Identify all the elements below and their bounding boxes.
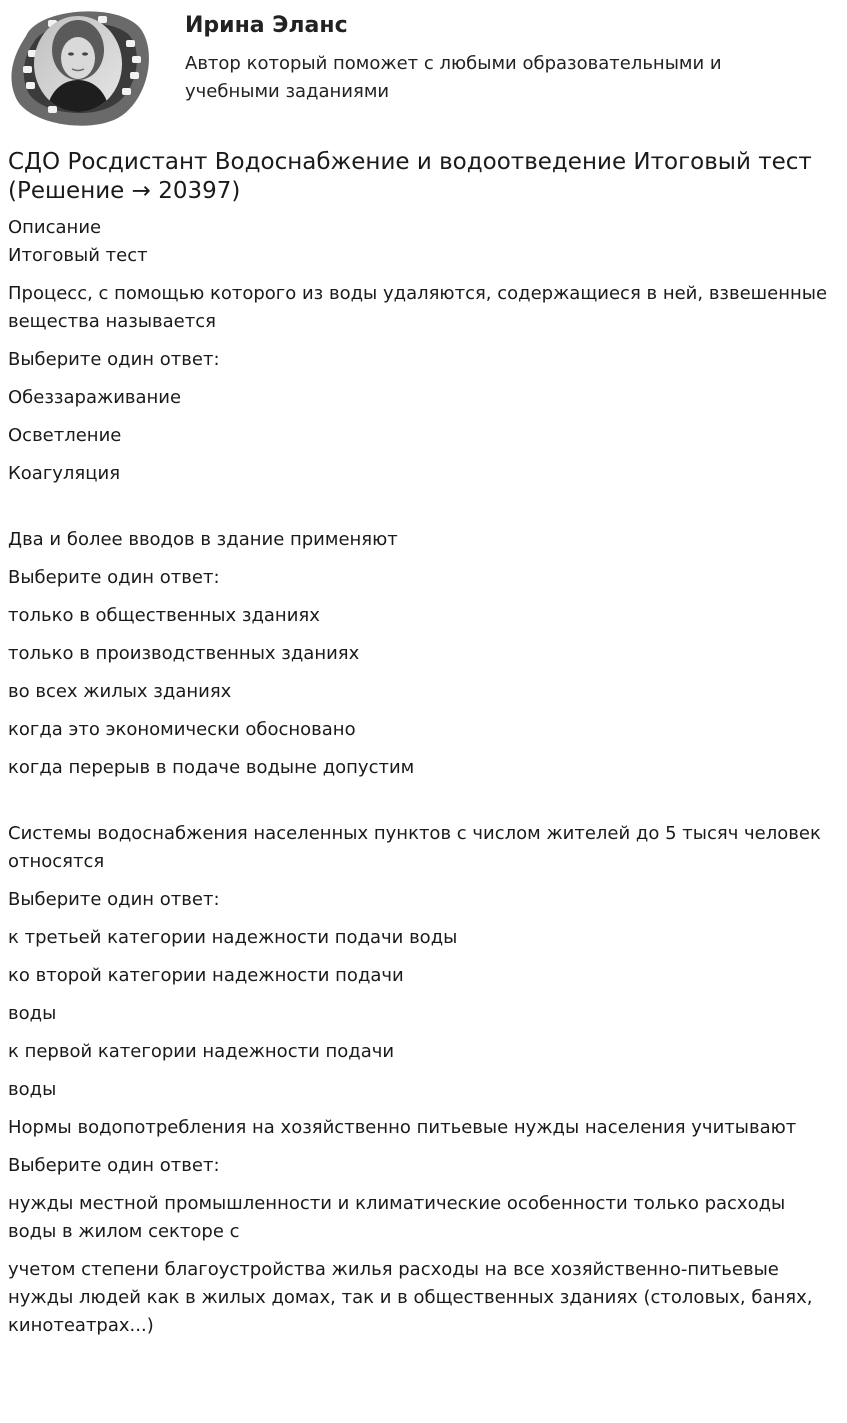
question-block xyxy=(8,280,838,488)
question-text: Системы водоснабжения населенных пунктов с числом жителей до 5 тысяч человек относятся xyxy=(8,823,821,872)
question-prompt: Выберите один ответ: xyxy=(8,349,220,370)
description-label: Описание xyxy=(8,217,102,238)
answer-option: воды xyxy=(8,1003,57,1024)
question-prompt: Выберите один ответ: xyxy=(8,889,220,910)
answer-option: когда перерыв в подаче водыне допустим xyxy=(8,757,415,778)
answer-option: ко второй категории надежности подачи xyxy=(8,965,404,986)
answer-option: только в производственных зданиях xyxy=(8,643,360,664)
author-name[interactable]: Ирина Эланс xyxy=(185,13,348,38)
avatar[interactable] xyxy=(8,6,150,126)
question-prompt: Выберите один ответ: xyxy=(8,1155,220,1176)
question-block xyxy=(8,526,838,782)
question-block xyxy=(8,1114,838,1340)
author-description: Автор который поможет с любыми образовательными и учебными заданиями xyxy=(185,53,722,102)
document-subtitle: Итоговый тест xyxy=(8,245,148,266)
film-strip-portrait-icon xyxy=(8,6,150,126)
document-content xyxy=(8,148,838,1340)
answer-option: когда это экономически обосновано xyxy=(8,719,356,740)
answer-option: Обеззараживание xyxy=(8,387,182,408)
question-text: Нормы водопотребления на хозяйственно питьевые нужды населения учитывают xyxy=(8,1117,797,1138)
question-block xyxy=(8,820,838,1104)
answer-option: воды xyxy=(8,1079,57,1100)
answer-option: учетом степени благоустройства жилья расходы на все хозяйственно-питьевые нужды людей как в жилых домах, так и в общественных зданиях (столовых, банях, кинотеатрах...) xyxy=(8,1259,813,1336)
answer-option: Коагуляция xyxy=(8,463,121,484)
answer-option: только в общественных зданиях xyxy=(8,605,320,626)
answer-option: Осветление xyxy=(8,425,122,446)
page-title: СДО Росдистант Водоснабжение и водоотведение Итоговый тест (Решение → 20397) xyxy=(8,149,812,204)
question-text: Два и более вводов в здание применяют xyxy=(8,529,398,550)
answer-option: нужды местной промышленности и климатические особенности только расходы воды в жилом секторе с xyxy=(8,1193,786,1242)
question-prompt: Выберите один ответ: xyxy=(8,567,220,588)
question-text: Процесс, с помощью которого из воды удаляются, содержащиеся в ней, взвешенные вещества называется xyxy=(8,283,828,332)
author-header xyxy=(0,0,847,140)
answer-option: во всех жилых зданиях xyxy=(8,681,232,702)
answer-option: к первой категории надежности подачи xyxy=(8,1041,395,1062)
answer-option: к третьей категории надежности подачи воды xyxy=(8,927,458,948)
